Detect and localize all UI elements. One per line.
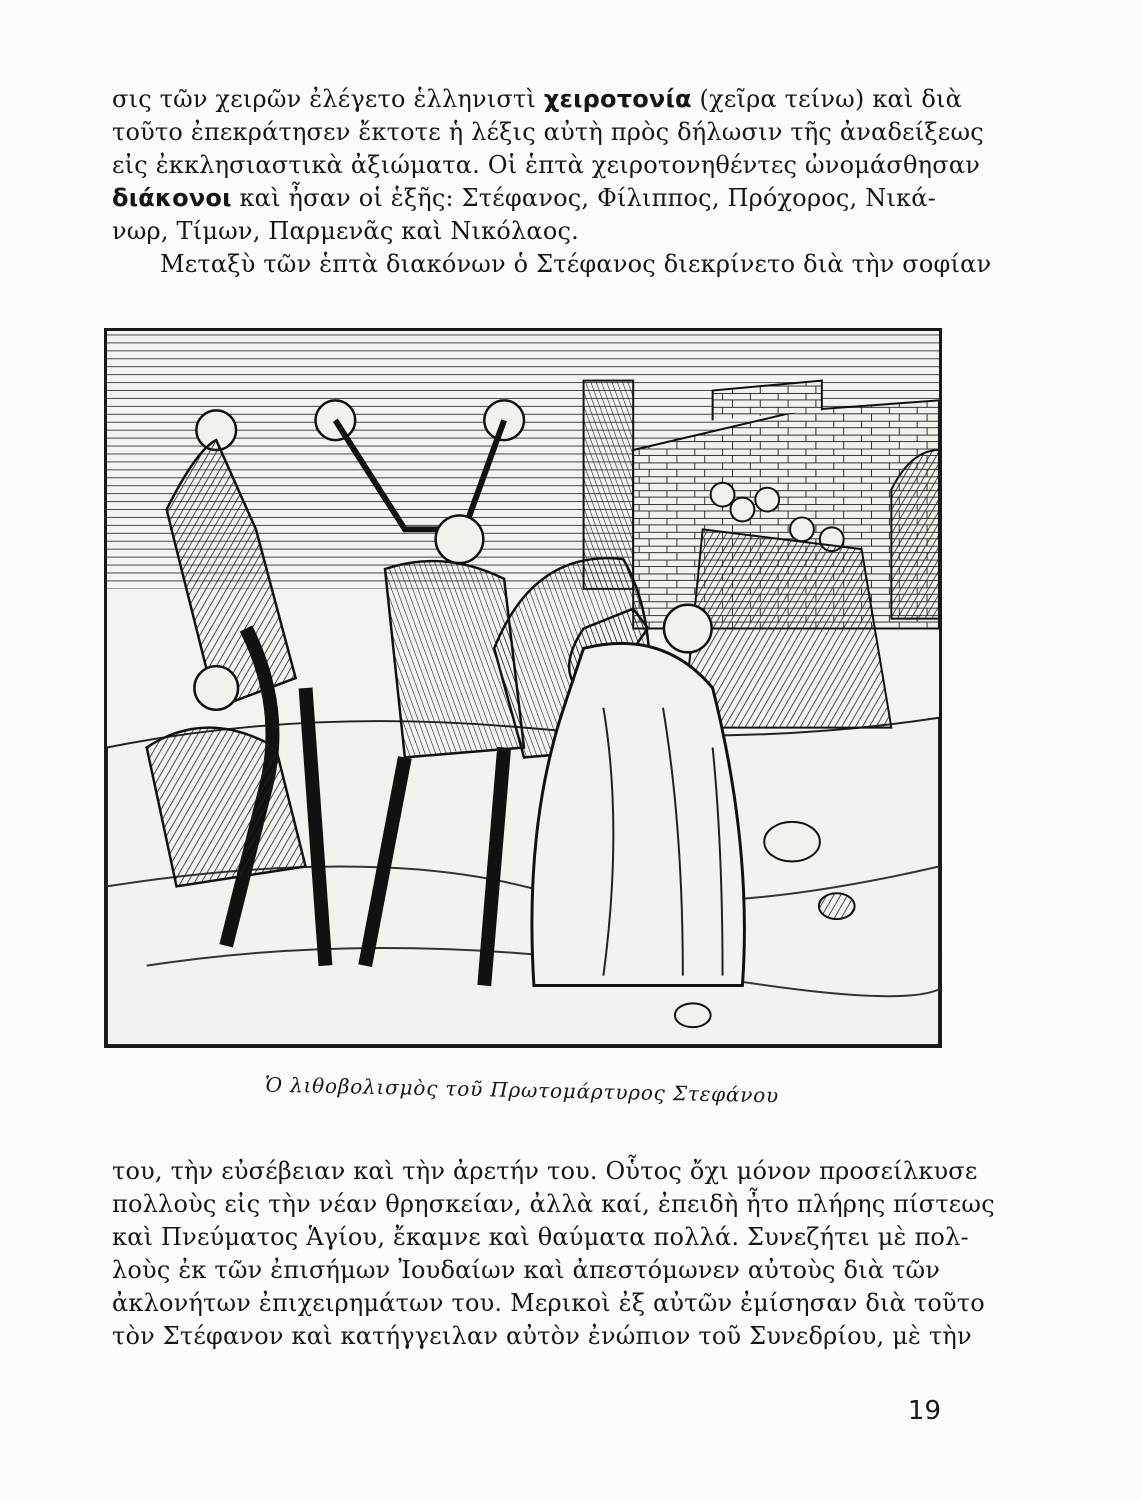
page-number: 19 [907, 1396, 941, 1426]
text-line: τοῦτο ἐπεκράτησεν ἔκτοτε ἡ λέξις αὐτὴ πρὸς δήλωσιν τῆς ἀναδείξεως [112, 118, 984, 146]
text-line: διάκονοι καὶ ἦσαν οἱ ἑξῆς: Στέφανος, Φίλιππος, Πρόχορος, Νικά- [112, 184, 936, 212]
stone [675, 1003, 711, 1027]
term-xeirotonia: χειροτονία [543, 85, 692, 113]
text-line: νωρ, Τίμων, Παρμενᾶς καὶ Νικόλαος. [112, 217, 579, 245]
engraving-image [107, 331, 939, 1045]
text-line: εἰς ἐκκλησιαστικὰ ἀξιώματα. Οἱ ἑπτὰ χειροτονηθέντες ὠνομάσθησαν [112, 151, 981, 179]
text-line: του, τὴν εὐσέβειαν καὶ τὴν ἀρετήν του. Οὗτος ὄχι μόνον προσείλκυσε [112, 1157, 978, 1185]
figure-caption: Ὁ λιθοβολισμὸς τοῦ Πρωτομάρτυρος Στεφάνου [264, 1072, 780, 1108]
text-line: πολλοὺς εἰς τὴν νέαν θρησκείαν, ἀλλὰ καί, ἐπειδὴ ἦτο πλήρης πίστεως [112, 1190, 995, 1218]
text-line: καὶ Πνεύματος Ἁγίου, ἔκαμνε καὶ θαύματα πολλά. Συνεζήτει μὲ πολ- [112, 1223, 969, 1251]
illustration-stoning-of-stephen [104, 328, 942, 1048]
text-line: ἀκλονήτων ἐπιχειρημάτων του. Μερικοὶ ἐξ αὐτῶν ἐμίσησαν διὰ τοῦτο [112, 1289, 985, 1317]
text-line: λοὺς ἐκ τῶν ἐπισήμων Ἰουδαίων καὶ ἀπεστόμωνεν αὐτοὺς διὰ τῶν [112, 1256, 940, 1284]
top-paragraph [112, 83, 992, 281]
bottom-paragraph [112, 1155, 995, 1353]
text-line: Μεταξὺ τῶν ἑπτὰ διακόνων ὁ Στέφανος διεκρίνετο διὰ τὴν σοφίαν [160, 250, 992, 278]
text-line: τὸν Στέφανον καὶ κατήγγειλαν αὐτὸν ἐνώπιον τοῦ Συνεδρίου, μὲ τὴν [112, 1322, 972, 1350]
arched-gate [891, 450, 939, 619]
text-line: σις τῶν χειρῶν ἐλέγετο ἑλληνιστὶ χειροτονία (χεῖρα τείνω) καὶ διὰ [112, 85, 963, 113]
stone [819, 893, 855, 919]
stone [764, 822, 820, 862]
term-diakonoi: διάκονοι [112, 184, 232, 212]
